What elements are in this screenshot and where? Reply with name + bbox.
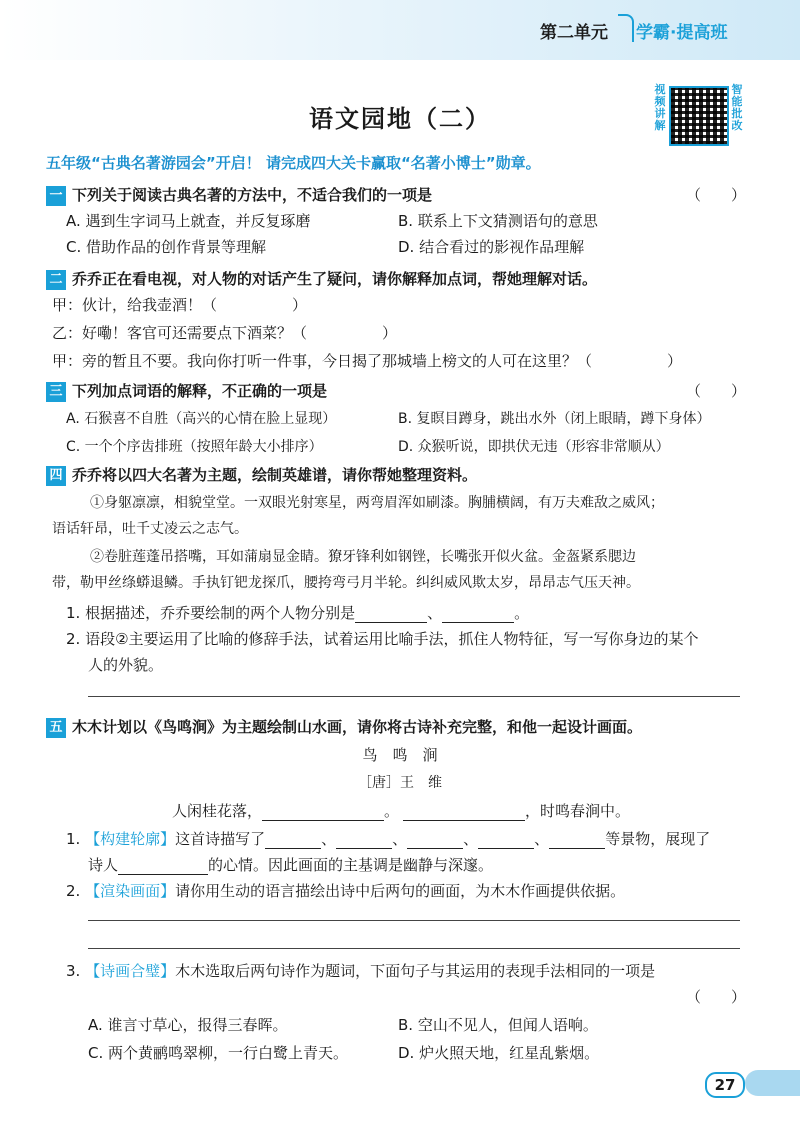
passage-2-line-1: ②卷脏莲蓬吊搭嘴，耳如蒲扇显金睛。獠牙锋利如钢锉，长嘴张开似火盆。金盔紧系腮边 <box>90 549 636 565</box>
subquestion-tag: 【渲染画面】 <box>85 882 176 900</box>
subquestion-text: 请你用生动的语言描绘出诗中后两句的画面，为木木作画提供依据。 <box>175 882 626 900</box>
subquestion-1 <box>66 602 529 623</box>
question-text: 乔乔将以四大名著为主题，绘制英雄谱，请你帮她整理资料。 <box>72 466 478 484</box>
subquestion-text: 等景物，展现了 <box>605 830 711 848</box>
intro-text: 五年级“古典名著游园会”开启！ 请完成四大关卡赢取“名著小博士”勋章。 <box>46 154 541 172</box>
poem-title: 鸟 鸣 涧 <box>362 746 438 764</box>
poem-text: 人闲桂花落， <box>172 802 263 820</box>
qr-left-label: 视频讲解 <box>654 83 666 132</box>
unit-label: 第二单元 <box>540 23 608 43</box>
subquestion-text: 1. 根据描述，乔乔要绘制的两个人物分别是 <box>66 604 356 622</box>
passage-2-line-2: 带，勒甲丝绦蟒退鳞。手执钉钯龙探爪，腰挎弯弓月半轮。纠纠威风欺太岁，昂昂志气压天神。 <box>52 575 640 591</box>
question-1-stem <box>46 184 432 206</box>
answer-blank[interactable] <box>403 806 525 821</box>
answer-blank[interactable] <box>265 834 321 849</box>
subquestion-tag: 【诗画合璧】 <box>85 962 176 980</box>
separator: 、 <box>534 830 550 848</box>
option-c: C. 一个个序齿排班（按照年龄大小排序） <box>66 439 323 455</box>
subquestion-text: 的心情。因此画面的主基调是幽静与深邃。 <box>208 856 494 874</box>
separator: 、 <box>392 830 408 848</box>
option-d: D. 炉火照天地，红星乱紫烟。 <box>398 1044 600 1062</box>
poem-author: ［唐］王 维 <box>358 775 442 791</box>
answer-paren[interactable]: （ ） <box>686 186 747 204</box>
poem-text: 。 <box>384 802 400 820</box>
answer-line[interactable] <box>88 948 740 949</box>
header-bracket-icon <box>618 14 634 42</box>
answer-blank[interactable] <box>407 834 463 849</box>
option-a: A. 石猴喜不自胜（高兴的心情在脸上显现） <box>66 411 337 427</box>
option-b: B. 联系上下文猜测语句的意思 <box>398 212 598 230</box>
question-number: 四 <box>46 466 66 486</box>
answer-blank[interactable] <box>549 834 605 849</box>
subquestion-1: 1. 【构建轮廓】这首诗描写了 、 、 、 、 等景物，展现了 <box>66 830 711 848</box>
question-text: 木木计划以《鸟鸣涧》为主题绘制山水画，请你将古诗补充完整，和他一起设计画面。 <box>72 718 643 736</box>
poem-lines <box>172 800 630 821</box>
subquestion-2: 2. 【渲染画面】请你用生动的语言描绘出诗中后两句的画面，为木木作画提供依据。 <box>66 882 626 900</box>
answer-paren[interactable]: （ ） <box>686 988 747 1006</box>
question-text: 乔乔正在看电视，对人物的对话产生了疑问，请你解释加点词，帮她理解对话。 <box>72 270 598 288</box>
subquestion-2-line-2: 人的外貌。 <box>88 656 164 674</box>
option-c: C. 借助作品的创作背景等理解 <box>66 238 267 256</box>
subquestion-tag: 【构建轮廓】 <box>85 830 176 848</box>
brand-label: 学霸·提高班 <box>636 23 728 43</box>
question-number: 二 <box>46 270 66 290</box>
answer-blank[interactable] <box>442 608 514 623</box>
option-a: A. 谁言寸草心，报得三春晖。 <box>88 1016 288 1034</box>
subquestion-text: 木木选取后两句诗作为题词，下面句子与其运用的表现手法相同的一项是 <box>175 962 656 980</box>
question-4-stem <box>46 464 477 486</box>
question-2-stem <box>46 268 597 290</box>
answer-blank[interactable] <box>118 860 208 875</box>
answer-blank[interactable] <box>336 834 392 849</box>
period: 。 <box>514 604 530 622</box>
answer-blank[interactable] <box>262 806 384 821</box>
question-number: 三 <box>46 382 66 402</box>
question-5-stem <box>46 716 642 738</box>
dialogue-line-1: 甲：伙计，给我壶酒！（ ） <box>52 296 308 314</box>
page-title: 语文园地（二） <box>309 105 491 133</box>
answer-blank[interactable] <box>478 834 534 849</box>
option-d: D. 众猴听说，即拱伏无违（形容非常顺从） <box>398 439 670 455</box>
answer-line[interactable] <box>88 696 740 697</box>
qr-code-icon[interactable] <box>669 86 729 146</box>
poem-text: ，时鸣春涧中。 <box>525 802 631 820</box>
page-band <box>745 1070 800 1096</box>
question-number: 五 <box>46 718 66 738</box>
qr-right-label: 智能批改 <box>731 83 743 132</box>
separator: 、 <box>427 604 443 622</box>
subquestion-text: 诗人 <box>88 856 119 874</box>
subquestion-text: 这首诗描写了 <box>175 830 266 848</box>
answer-blank[interactable] <box>355 608 427 623</box>
option-c: C. 两个黄鹂鸣翠柳，一行白鹭上青天。 <box>88 1044 349 1062</box>
subquestion-1-line-2 <box>88 854 493 875</box>
passage-1-line-2: 语话轩昂，吐千丈凌云之志气。 <box>52 521 248 537</box>
passage-1-line-1: ①身躯凛凛，相貌堂堂。一双眼光射寒星，两弯眉浑如刷漆。胸脯横阔，有万夫难敌之威风； <box>90 495 664 511</box>
subquestion-3: 3. 【诗画合璧】木木选取后两句诗作为题词，下面句子与其运用的表现手法相同的一项是 <box>66 962 656 980</box>
dialogue-line-3: 甲：旁的暂且不要。我向你打听一件事，今日揭了那城墙上榜文的人可在这里？（ ） <box>52 352 683 370</box>
option-b: B. 空山不见人，但闻人语响。 <box>398 1016 598 1034</box>
dialogue-line-2: 乙：好嘞！客官可还需要点下酒菜？（ ） <box>52 324 398 342</box>
option-d: D. 结合看过的影视作品理解 <box>398 238 585 256</box>
separator: 、 <box>463 830 479 848</box>
question-text: 下列加点词语的解释，不正确的一项是 <box>72 382 328 400</box>
subquestion-2-line-1: 2. 语段②主要运用了比喻的修辞手法，试着运用比喻手法，抓住人物特征，写一写你身边的某个 <box>66 630 699 648</box>
option-b: B. 复瞑目蹲身，跳出水外（闭上眼睛，蹲下身体） <box>398 411 711 427</box>
separator: 、 <box>321 830 337 848</box>
question-3-stem <box>46 380 327 402</box>
question-text: 下列关于阅读古典名著的方法中，不适合我们的一项是 <box>72 186 433 204</box>
page-number: 27 <box>705 1072 745 1098</box>
question-number: 一 <box>46 186 66 206</box>
answer-line[interactable] <box>88 920 740 921</box>
option-a: A. 遇到生字词马上就查，并反复琢磨 <box>66 212 311 230</box>
answer-paren[interactable]: （ ） <box>686 382 747 400</box>
